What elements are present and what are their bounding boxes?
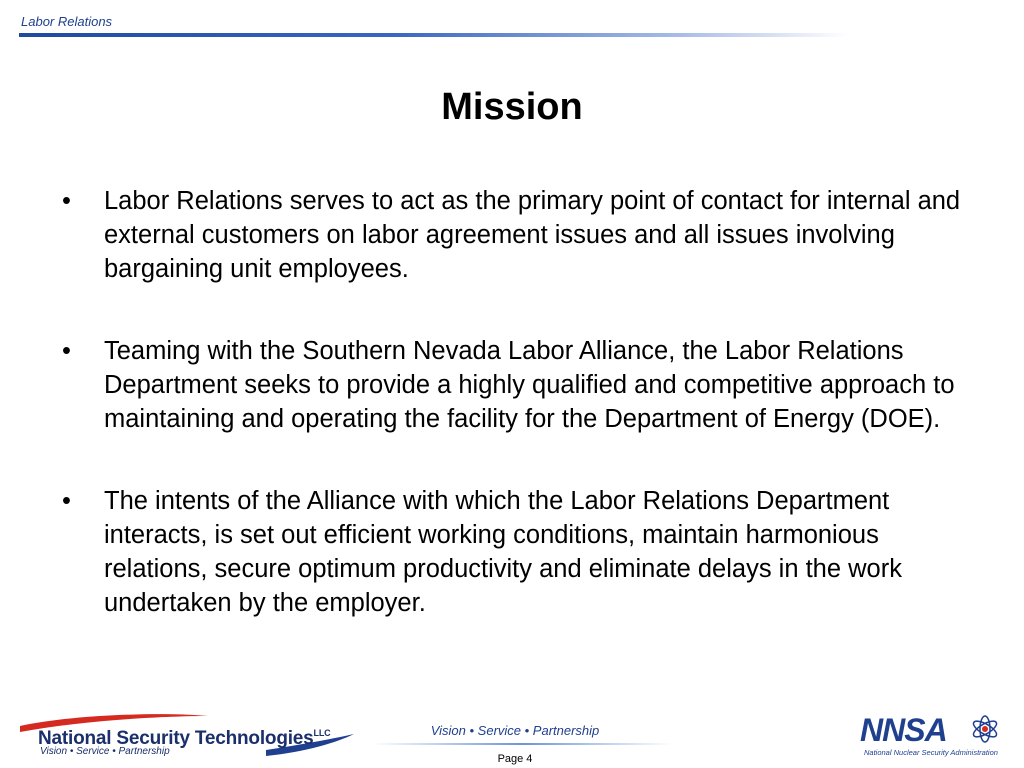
nstec-logo [14,712,354,762]
bullet-text: The intents of the Alliance with which the Labor Relations Department interacts, is set out efficient working conditions, maintain harmonious relations, secure optimum productivity and eliminate delays in the work undertaken by the employer. [104,487,902,617]
bullet-text: Teaming with the Southern Nevada Labor Alliance, the Labor Relations Department seeks to provide a highly qualified and competitive approach to maintaining and operating the facility for the Department of Energy (DOE). [104,337,955,433]
nnsa-letters: NNSA [860,712,947,748]
atom-icon [970,714,1000,744]
nnsa-caption: National Nuclear Security Administration [864,748,998,757]
bullet-item [62,334,982,436]
bullet-item [62,484,982,620]
bullet-item [62,184,982,286]
footer-rule [372,743,672,745]
footer-tagline: Vision • Service • Partnership [430,723,600,738]
bullet-marker: • [62,487,71,515]
bullet-marker: • [62,187,71,215]
header-label: Labor Relations [21,14,113,29]
bullet-list [62,184,982,668]
nstec-name: National Security Technologies$^{LLC}$ [38,728,331,749]
nstec-tagline: Vision • Service • Partnership [40,746,170,757]
bullet-marker: • [62,337,71,365]
slide-title: Mission [441,86,583,128]
bullet-text: Labor Relations serves to act as the primary point of contact for internal and external customers on labor agreement issues and all issues involving bargaining unit employees. [104,187,961,283]
nnsa-logo [858,712,1008,764]
header-rule [19,33,849,37]
page-number: Page 4 [497,753,533,765]
